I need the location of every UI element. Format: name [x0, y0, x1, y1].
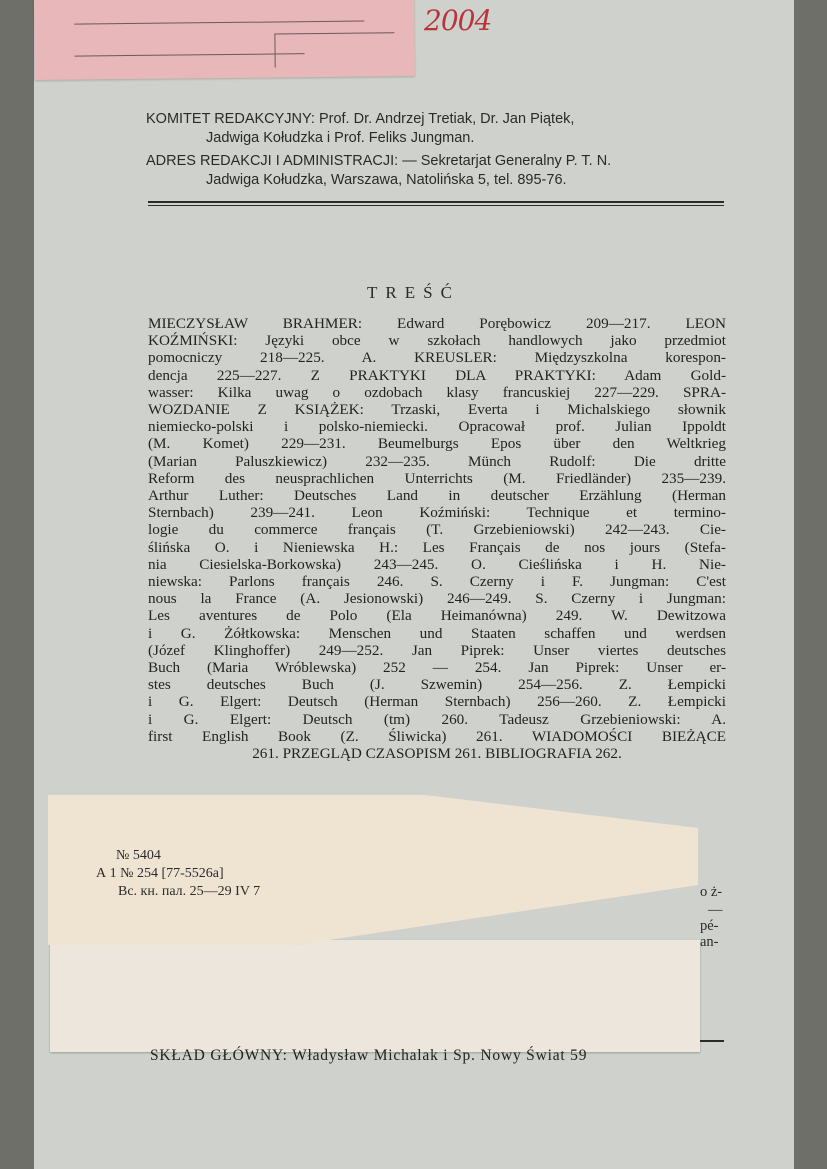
contents-line: niewska: Parlons français 246. S. Czerny i F. Jungman: C'est — [148, 573, 726, 591]
contents-line: niemiecko-polski i polsko-niemiecki. Opracował prof. Julian Ippoldt — [148, 418, 726, 436]
contents-line: nia Ciesielska-Borkowska) 243—245. O. Cieślińska i H. Nie- — [148, 555, 726, 573]
footer-rule — [700, 1040, 724, 1042]
contents-line: Sternbach) 239—241. Leon Koźmiński: Technique et termino- — [148, 504, 726, 522]
contents-line: (Józef Klinghoffer) 249—252. Jan Piprek: Unser viertes deutsches — [148, 641, 726, 659]
contents-line: pomocniczy 218—225. A. KREUSLER: Międzyszkolna korespon- — [148, 349, 726, 367]
contents-line: 261. PRZEGLĄD CZASOPISM 261. BIBLIOGRAFIA 262. — [252, 745, 622, 763]
contents-line: Les aventures de Polo (Ela Heimanówna) 249. W. Dewitzowa — [148, 607, 726, 625]
contents-line: Buch (Maria Wróblewska) 252 — 254. Jan Piprek: Unser er- — [148, 659, 726, 677]
table-of-contents — [148, 315, 726, 762]
contents-line: wasser: Kilka uwag o ozdobach klasy francuskiej 227—229. SPRA- — [148, 383, 726, 401]
stamp-line: Вс. кн. пал. 25—29 IV 7 — [118, 884, 261, 899]
text-fragment: o ż- — [700, 884, 723, 900]
address-line: ADRES REDAKCJI I ADMINISTRACJI: — Sekretarjat Generalny P. T. N. — [146, 153, 612, 169]
label-line — [75, 53, 305, 56]
stamp-line: А 1 № 254 [77-5526а] — [96, 866, 224, 881]
contents-line: stes deutsches Buch (J. Szwemin) 254—256. Z. Łempicki — [148, 676, 726, 694]
paper-slip — [50, 940, 700, 1052]
label-line — [74, 21, 364, 25]
committee-line: KOMITET REDAKCYJNY: Prof. Dr. Andrzej Tretiak, Dr. Jan Piątek, — [146, 111, 575, 127]
text-fragment: an- — [700, 934, 719, 950]
contents-line: i G. Żółtkowska: Menschen und Staaten schaffen und werdsen — [148, 624, 726, 642]
label-line — [274, 32, 394, 34]
contents-line: dencja 225—227. Z PRAKTYKI DLA PRAKTYKI: Adam Gold- — [148, 366, 726, 384]
library-stamp — [96, 847, 260, 901]
masthead — [146, 110, 726, 190]
handwritten-number: 2004 — [424, 4, 492, 37]
contents-line: nous la France (A. Jesionowski) 246—249. S. Czerny i Jungman: — [148, 590, 726, 608]
contents-line: i G. Elgert: Deutsch (tm) 260. Tadeusz Grzebieniowski: A. — [148, 710, 726, 728]
address-line: Jadwiga Kołudzka, Warszawa, Natolińska 5, tel. 895-76. — [206, 172, 567, 188]
contents-line: logie du commerce français (T. Grzebieniowski) 242—243. Cie- — [148, 521, 726, 539]
text-fragment: — — [708, 902, 723, 918]
label-divider — [274, 33, 275, 67]
double-rule-top — [148, 201, 724, 203]
contents-line: (Marian Paluszkiewicz) 232—235. Münch Rudolf: Die dritte — [148, 452, 726, 470]
footer-distributor: SKŁAD GŁÓWNY: Władysław Michalak i Sp. Nowy Świat 59 — [150, 1047, 588, 1064]
text-fragment: pé- — [700, 918, 719, 934]
contents-line: WOZDANIE Z KSIĄŻEK: Trzaski, Everta i Michalskiego słownik — [148, 401, 726, 419]
contents-line: Arthur Luther: Deutsches Land in deutscher Erzählung (Herman — [148, 487, 726, 505]
contents-heading: TREŚĆ — [367, 283, 460, 302]
contents-line: first English Book (Z. Śliwicka) 261. WIADOMOŚCI BIEŻĄCE — [148, 727, 726, 745]
double-rule-bottom — [148, 205, 724, 206]
contents-line: Reform des neusprachlichen Unterrichts (M. Friedländer) 235—239. — [148, 469, 726, 487]
contents-line: (M. Komet) 229—231. Beumelburgs Epos über den Weltkrieg — [148, 435, 726, 453]
contents-line: KOŹMIŃSKI: Języki obce w szkołach handlowych jako przedmiot — [148, 332, 726, 350]
committee-line: Jadwiga Kołudzka i Prof. Feliks Jungman. — [206, 130, 475, 146]
stamp-line: № 5404 — [116, 848, 161, 863]
pink-catalog-label — [34, 0, 415, 80]
contents-line: i G. Elgert: Deutsch (Herman Sternbach) 256—260. Z. Łempicki — [148, 693, 726, 711]
contents-line: ślińska O. i Nieniewska H.: Les Français de nos jours (Stefa- — [148, 538, 726, 556]
contents-line: MIECZYSŁAW BRAHMER: Edward Porębowicz 209—217. LEON — [148, 315, 726, 332]
